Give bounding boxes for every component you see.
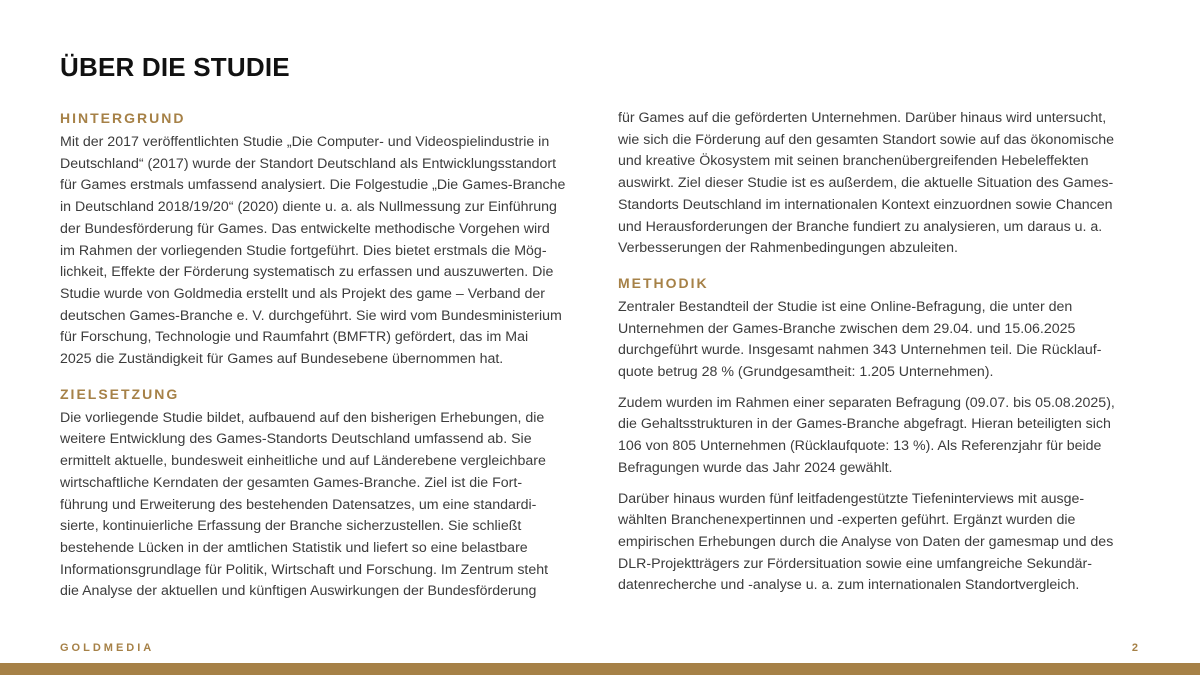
paragraph-methodik-2: Zudem wurden im Rahmen einer separaten Befragung (09.07. bis 05.08.2025), die Gehaltsstrukturen in der Games-Branche abgefragt. Hieran beteiligten sich 106 von 805 Unternehmen (Rücklaufquote: 13 %). Als Referenzjahr für beide Befragungen wurde das Jahr 2024 gewählt. (618, 394, 1115, 476)
page-number: 2 (1131, 642, 1138, 654)
paragraph-methodik-1: Zentraler Bestandteil der Studie ist eine Online-Befragung, die unter den Unternehmen der Games-Branche zwischen dem 29.04. und 15.06.2025 durchgeführt wurde. Insgesamt nahmen 343 Unternehmen teil. Die Rücklauf- quote betrug 28 % (Grundgesamtheit: 1.205 Unternehmen). (618, 298, 1102, 381)
right-column (618, 108, 1140, 597)
bottom-accent-bar (0, 663, 1200, 675)
section-hintergrund (60, 108, 582, 371)
section-heading-hintergrund: HINTERGRUND (60, 110, 186, 126)
left-column (60, 108, 582, 603)
section-heading-methodik: METHODIK (618, 274, 709, 291)
section-heading-zielsetzung: ZIELSETZUNG (60, 385, 180, 402)
paragraph-methodik-3: Darüber hinaus wurden fünf leitfadengestützte Tiefeninterviews mit ausge- wählten Branchenexpertinnen und -experten geführt. Ergänzt wurden die empirischen Erhebungen durch die Analyse von Daten der gamesmap und des DLR-Projektträgers zur Fördersituation sowie eine umfangreiche Sekundär- datenrecherche und -analyse u. a. zum internationalen Standortvergleich. (618, 490, 1114, 594)
paragraph-hintergrund: Mit der 2017 veröffentlichten Studie „Die Computer- und Videospielindustrie in Deutschland“ (2017) wurde der Standort Deutschland als Entwicklungsstandort für Games erstmals umfassend analysiert. Die Folgestudie „Die Games-Branche in Deutschland 2018/19/20“ (2020) diente u. a. als Nullmessung zur Einführung der Bundesförderung für Games. Das entwickelte methodische Vorgehen wird im Rahmen der vorliegenden Studie fortgeführt. Dies bietet erstmals die Mög- lichkeit, Effekte der Förderung systematisch zu erfassen und auszuwerten. Die Studie wurde von Goldmedia erstellt und als Projekt des game – Verband der deutschen Games-Branche e. V. durchgeführt. Sie wird vom Bundesministerium für Forschung, Technologie und Raumfahrt (BMFTR) gefördert, das im Mai 2025 die Zuständigkeit für Games auf Bundesebene übernommen hat. (60, 134, 566, 368)
section-zielsetzung (60, 384, 582, 603)
paragraph-zielsetzung-continued: für Games auf die geförderten Unternehmen. Darüber hinaus wird untersucht, wie sich die Förderung auf den gesamten Standort sowie auf das ökonomische und kreative Ökosystem mit seinen branchenübergreifenden Hebeleffekten auswirkt. Ziel dieser Studie ist es außerdem, die aktuelle Situation des Games- Standorts Deutschland im internationalen Kontext einzuordnen sowie Chancen und Herausforderungen der Branche fundiert zu analysieren, um daraus u. a. Verbesserungen der Rahmenbedingungen abzuleiten. (618, 110, 1115, 257)
page-title: ÜBER DIE STUDIE (60, 52, 290, 82)
paragraph-zielsetzung: Die vorliegende Studie bildet, aufbauend auf den bisherigen Erhebungen, die weitere Entwicklung des Games-Standorts Deutschland umfassend ab. Sie ermittelt aktuelle, bundesweit einheitliche und auf Länderebene vergleichbare wirtschaftliche Kerndaten der gesamten Games-Branche. Ziel ist die Fort- führung und Erweiterung des bestehenden Datensatzes, um eine standardi- sierte, kontinuierliche Erfassung der Branche sicherzustellen. Sie schließt bestehende Lücken in der amtlichen Statistik und liefert so eine belastbare Informationsgrundlage für Politik, Wirtschaft und Forschung. Im Zentrum steht die Analyse der aktuellen und künftigen Auswirkungen der Bundesförderung (60, 409, 549, 600)
footer-brand-logo: GOLDMEDIA (60, 642, 155, 654)
section-methodik (618, 273, 1140, 597)
